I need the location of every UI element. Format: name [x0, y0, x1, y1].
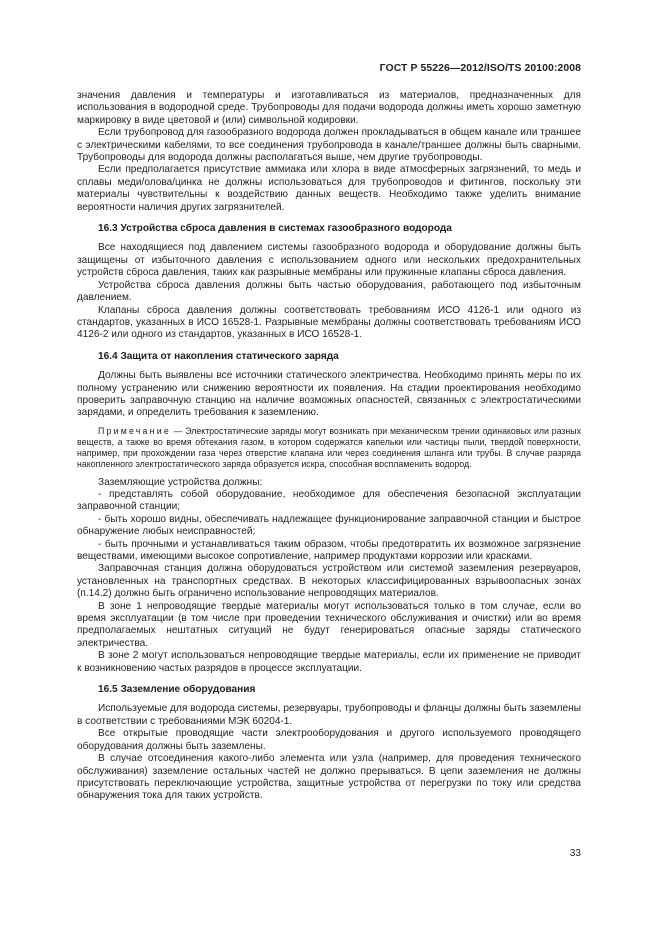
list-item: - быть прочными и устанавливаться таким образом, чтобы предотвратить их возможное загрязнение веществами, имеющими высокое сопротивление, например продуктами коррозии или красками. — [77, 538, 581, 562]
paragraph: Если предполагается присутствие аммиака или хлора в виде атмосферных загрязнений, то медь и сплавы меди/олова/цинка не должны использоваться для трубопроводов и фитингов, поскольку эти материалы чувствительны к воздействию данных веществ. Необходимо также уделить внимание вероятности наличия других загрязнителей. — [77, 164, 581, 213]
section-heading-16-5: 16.5 Заземление оборудования — [98, 684, 256, 696]
paragraph: Все открытые проводящие части электрооборудования и другого используемого проводящего оборудования должны быть заземлены. — [77, 728, 581, 752]
note — [77, 426, 581, 471]
paragraph: В зоне 1 непроводящие твердые материалы могут использоваться только в том случае, если во время эксплуатации (в том числе при проведении технического обслуживания и очистки) или во время предполагаемых нештатных ситуаций не будут генерироваться опасные заряды статического электричества. — [77, 600, 581, 649]
section-heading-16-4: 16.4 Защита от накопления статического заряда — [98, 350, 339, 362]
section-heading-16-3: 16.3 Устройства сброса давления в системах газообразного водорода — [98, 223, 452, 235]
document-body — [77, 90, 581, 803]
list-item: - представлять собой оборудование, необходимое для обеспечения безопасной эксплуатации заправочной станции; — [77, 488, 581, 513]
paragraph: Должны быть выявлены все источники статического электричества. Необходимо принять меры по их полному устранению или снижению вероятности их появления. На стадии проектирования необходимо проверить заправочную станцию на наличие возможных опасностей, связанных с электростатическими зарядами, и определить требования к заземлению. — [77, 370, 581, 419]
paragraph: Заземляющие устройства должны: — [98, 476, 263, 488]
paragraph: Если трубопровод для газообразного водорода должен прокладываться в общем канале или траншее с электрическими кабелями, то все соединения трубопровода в канале/траншее должны быть сварными. Трубопроводы для водорода должны располагаться выше, чем другие трубопроводы. — [77, 127, 581, 164]
page-number: 33 — [569, 848, 581, 859]
paragraph: Используемые для водорода системы, резервуары, трубопроводы и фланцы должны быть заземлены в соответствии с требованиями МЭК 60204-1. — [77, 703, 581, 727]
note-text: — Электростатические заряды могут возникать при механическом трении одинаковых или разных веществ, а также во время обтекания газом, в котором содержатся капельки или частицы пыли, твердой поверхности, например, при прохождении газа через отверстие клапана или через соединения шланга или трубы. В случае разряда накопленного электростатического заряда образуется искра, способная воспламенить водород. — [77, 425, 581, 470]
paragraph: Клапаны сброса давления должны соответствовать требованиям ИСО 4126-1 или одного из стандартов, указанных в ИСО 16528-1. Разрывные мембраны должны соответствовать требованиям ИСО 4126-2 или одного из стандартов, указанных в ИСО 16528-1. — [77, 304, 581, 341]
paragraph: значения давления и температуры и изготавливаться из материалов, предназначенных для использования в водородной среде. Трубопроводы для подачи водорода должны иметь хорошо заметную маркировку в виде цветовой и (или) символьной кодировки. — [77, 90, 581, 126]
paragraph: Устройства сброса давления должны быть частью оборудования, работающего под избыточным давлением. — [77, 279, 581, 304]
paragraph: Все находящиеся под давлением системы газообразного водорода и оборудование должны быть защищены от избыточного давления с использованием одного или нескольких предохранительных устройств сброса давления, таких как разрывные мембраны или пружинные клапаны сброса давления. — [77, 242, 581, 279]
paragraph: Заправочная станция должна оборудоваться устройством или системой заземления резервуаров, установленных на транспортных средствах. В некоторых классифицированных взрывоопасных зонах (п.14.2) должно быть ограничено использование непроводящих материалов. — [77, 563, 581, 600]
paragraph: В случае отсоединения какого-либо элемента или узла (например, для проведения технического обслуживания) заземление остальных частей не должно прерываться. В цепи заземления не должны присутствовать переключающие устройства, защитные устройства от перегрузки по току или средства обнаружения тока для таких устройств. — [77, 753, 581, 802]
note-label: Примечание — [98, 425, 171, 436]
list-item: - быть хорошо видны, обеспечивать надлежащее функционирование заправочной станции и быстрое обнаружение любых неисправностей; — [77, 513, 581, 538]
standard-code-header: ГОСТ Р 55226—2012/ISO/TS 20100:2008 — [379, 63, 581, 74]
paragraph: В зоне 2 могут использоваться непроводящие твердые материалы, если их применение не приводит к возникновению частых разрядов в процессе эксплуатации. — [77, 650, 581, 674]
